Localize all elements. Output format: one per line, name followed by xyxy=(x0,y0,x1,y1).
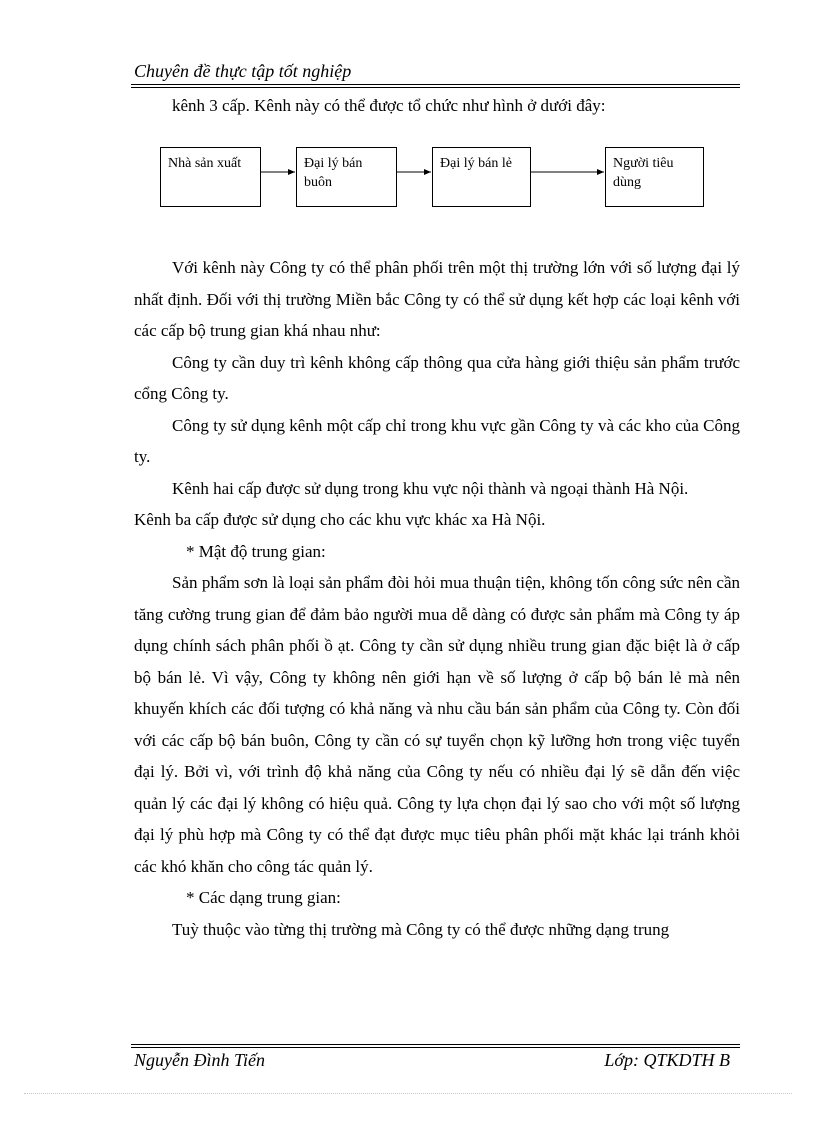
paragraph-three-level: Kênh ba cấp được sử dụng cho các khu vực khác xa Hà Nội. xyxy=(134,510,546,529)
paragraph-one-level: Công ty sử dụng kênh một cấp chỉ trong khu vực gần Công ty và các kho của Công ty. xyxy=(134,415,740,466)
footer-author: Nguyễn Đình Tiến xyxy=(134,1050,265,1070)
paragraph-two-level: Kênh hai cấp được sử dụng trong khu vực nội thành và ngoại thành Hà Nội. xyxy=(172,478,689,498)
paragraph-zero-level: Công ty cần duy trì kênh không cấp thông qua cửa hàng giới thiệu sản phẩm trước cổng Công ty. xyxy=(134,352,740,403)
paragraph-intermediary-types: Tuỳ thuộc vào từng thị trường mà Công ty có thể được những dạng trung xyxy=(172,919,670,939)
footer-rule-inner xyxy=(131,1047,740,1048)
heading-intermediary-types: * Các dạng trung gian: xyxy=(186,888,341,907)
footer-rule xyxy=(131,1044,740,1045)
paragraph-channel-overview: Với kênh này Công ty có thể phân phối trên một thị trường lớn với số lượng đại lý nhất định. Đối với thị trường Miền bắc Công ty có thể sử dụng kết hợp các loại kênh với các cấp bộ trung gian khá nhau như: xyxy=(134,258,740,340)
heading-intermediary-density: * Mật độ trung gian: xyxy=(186,541,326,561)
node-consumer: Người tiêu dùng xyxy=(605,147,704,207)
node-producer: Nhà sản xuất xyxy=(160,147,261,207)
body-text xyxy=(134,252,740,945)
paragraph-intermediary-density: Sản phẩm sơn là loại sản phẩm đòi hỏi mua thuận tiện, không tốn công sức nên cần tăng cường trung gian để đảm bảo người mua dễ dàng có được sản phẩm mà Công ty áp dụng chính sách phân phối ồ ạt. Công ty cần sử dụng nhiều trung gian đặc biệt là ở cấp bộ bán lẻ. Vì vậy, Công ty không nên giới hạn về số lượng ở cấp bộ bán lẻ mà nên khuyến khích các đối tượng có khả năng và nhu cầu bán sản phẩm của Công ty. Còn đối với các cấp bộ bán buôn, Công ty cần có sự tuyển chọn kỹ lưỡng hơn trong việc tuyển đại lý. Bởi vì, với trình độ khả năng của Công ty nếu có nhiều đại lý sẽ dẫn đến việc quản lý các đại lý không có hiệu quả. Công ty lựa chọn đại lý sao cho với một số lượng đại lý phù hợp mà Công ty có thể đạt được mục tiêu phân phối mặt khác lại tránh khỏi các khó khăn cho công tác quản lý. xyxy=(134,573,740,876)
node-wholesaler: Đại lý bán buôn xyxy=(296,147,397,207)
intro-sentence: kênh 3 cấp. Kênh này có thể được tổ chức như hình ở dưới đây: xyxy=(172,96,606,115)
page-bottom-dotted-line xyxy=(24,1093,792,1094)
footer-class: Lớp: QTKDTH B xyxy=(604,1050,730,1070)
page-header-title: Chuyên đề thực tập tốt nghiệp xyxy=(134,61,352,81)
diagram-arrows xyxy=(0,0,816,260)
node-retailer: Đại lý bán lẻ xyxy=(432,147,531,207)
